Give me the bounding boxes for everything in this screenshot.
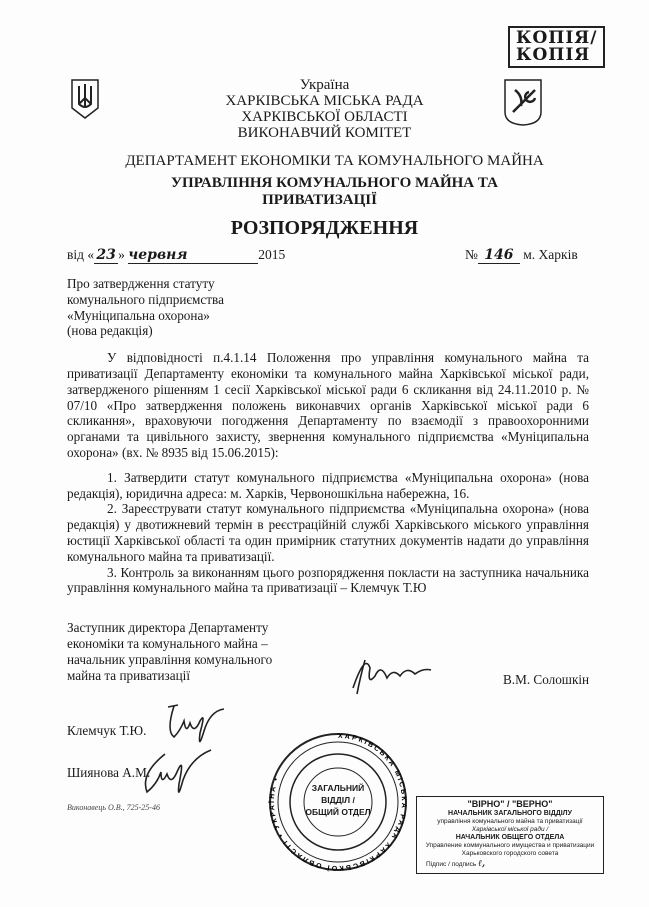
number-line: [465, 247, 578, 264]
approval-signature: [135, 744, 215, 804]
header-council: ХАРКІВСЬКА МІСЬКА РАДА: [225, 93, 424, 109]
subject-line: Про затвердження статуту: [67, 276, 215, 291]
verified-stamp: [416, 796, 604, 874]
verified-line: НАЧАЛЬНИК ЗАГАЛЬНОГО ВІДДІЛУ: [448, 810, 572, 817]
seal-text: ВІДДІЛ /: [321, 795, 355, 805]
date-prefix: від «: [67, 247, 95, 262]
subject-line: (нова редакція): [67, 323, 153, 339]
approval-name: Шиянова А.М.: [67, 765, 151, 781]
position-line: економіки та комунального майна –: [67, 635, 268, 651]
header-region: ХАРКІВСЬКОЇ ОБЛАСТІ: [241, 109, 408, 125]
signatory-name: В.М. Солошкін: [503, 671, 590, 687]
date-line: [67, 247, 285, 264]
city: м. Харків: [523, 247, 578, 262]
order-item-1: 1. Затвердити статут комунального підприємства «Муніципальна охорона» (нова редакція), юридична адреса: м. Харків, Червоношкільна набережна, 16.: [67, 469, 589, 501]
date-mid: »: [118, 247, 125, 262]
signature-label: Підпис / подпись: [426, 861, 477, 868]
position-line: Заступник директора Департаменту: [67, 620, 269, 636]
signatory-position: [67, 620, 590, 687]
preamble-paragraph: У відповідності п.4.1.14 Положення про управління комунального майна та приватизації Департаменту економіки та комунального майна Харківської міської ради, затвердженого рішенням 1 сесії Харківської міської ради 6 скликання від 24.11.2010 р. № 07/10 «Про затвердження положень виконавчих органів Харківської міської ради 6 скликання», враховуючи погодження Департаменту по взаємодії з правоохоронними органами та цивільного захисту, звернення комунального підприємства «Муніципальна охорона» (вх. № 8935 від 15.06.2015):: [67, 350, 589, 460]
copy-stamp-line: КОПІЯ/: [516, 28, 598, 48]
verified-line: Харьковского городского совета: [461, 850, 559, 857]
position-last-row: [67, 667, 590, 687]
official-seal: [268, 732, 408, 872]
position-line: майна та приватизації: [67, 667, 190, 683]
document-number: 146: [478, 247, 520, 264]
approval-name: Клемчук Т.Ю.: [67, 723, 147, 739]
number-prefix: №: [465, 247, 478, 262]
executor-line: Виконавець О.В., 725-25-46: [67, 802, 160, 812]
seal-ring-text: ХАРКІВСЬКА МІСЬКА РАДА ХАРКІВСЬКОЇ ОБЛАСТІ • УКРАЇНА •: [268, 732, 408, 872]
document-type-title: РОЗПОРЯДЖЕННЯ: [230, 217, 419, 239]
date-day: 23: [94, 247, 118, 264]
header-directorate-1: УПРАВЛІННЯ КОМУНАЛЬНОГО МАЙНА ТА: [171, 175, 498, 191]
seal-center: [268, 782, 408, 818]
order-item-2: 2. Зареєструвати статут комунального підприємства «Муніципальна охорона» (нова редакція) у двотижневий термін в реєстраційній службі Харківського міського управління юстиції Харківської області та один примірник статутних документів надати до управління комунального майна та приватизації.: [67, 501, 589, 564]
verified-line: управління комунального майна та приватизації: [437, 818, 583, 825]
verified-line: Харківської міської ради /: [471, 826, 549, 833]
subject-block: [67, 276, 589, 339]
header-country: Україна: [299, 77, 350, 93]
order-item-3: 3. Контроль за виконанням цього розпорядження покласти на заступника начальника управління комунального майна та приватизації – Клемчук Т.Ю: [67, 564, 589, 596]
seal-text: ЗАГАЛЬНИЙ: [311, 783, 365, 793]
subject-line: комунального підприємства: [67, 291, 224, 307]
header-department: ДЕПАРТАМЕНТ ЕКОНОМІКИ ТА КОМУНАЛЬНОГО МАЙНА: [125, 153, 544, 169]
date-year: 2015: [258, 247, 286, 262]
stamp-signature: ℓ,: [478, 859, 486, 869]
date-month: червня: [128, 247, 258, 264]
copy-stamp-line: КОПІЯ: [516, 45, 591, 65]
subject-line: «Муніципальна охорона»: [67, 307, 210, 323]
director-signature: [345, 648, 435, 698]
seal-text: ОБЩИЙ ОТДЕЛ: [305, 807, 371, 817]
copy-stamp: [508, 26, 605, 68]
header-committee: ВИКОНАВЧИЙ КОМІТЕТ: [237, 125, 412, 141]
verified-line: Управление коммунального имущества и приватизации: [425, 842, 595, 849]
header-directorate-2: ПРИВАТИЗАЦІЇ: [262, 192, 377, 208]
verified-line: НАЧАЛЬНИК ОБЩЕГО ОТДЕЛА: [455, 834, 565, 841]
verified-title: "ВІРНО" / "ВЕРНО": [467, 799, 553, 809]
position-line: начальник управління комунального: [67, 651, 273, 667]
